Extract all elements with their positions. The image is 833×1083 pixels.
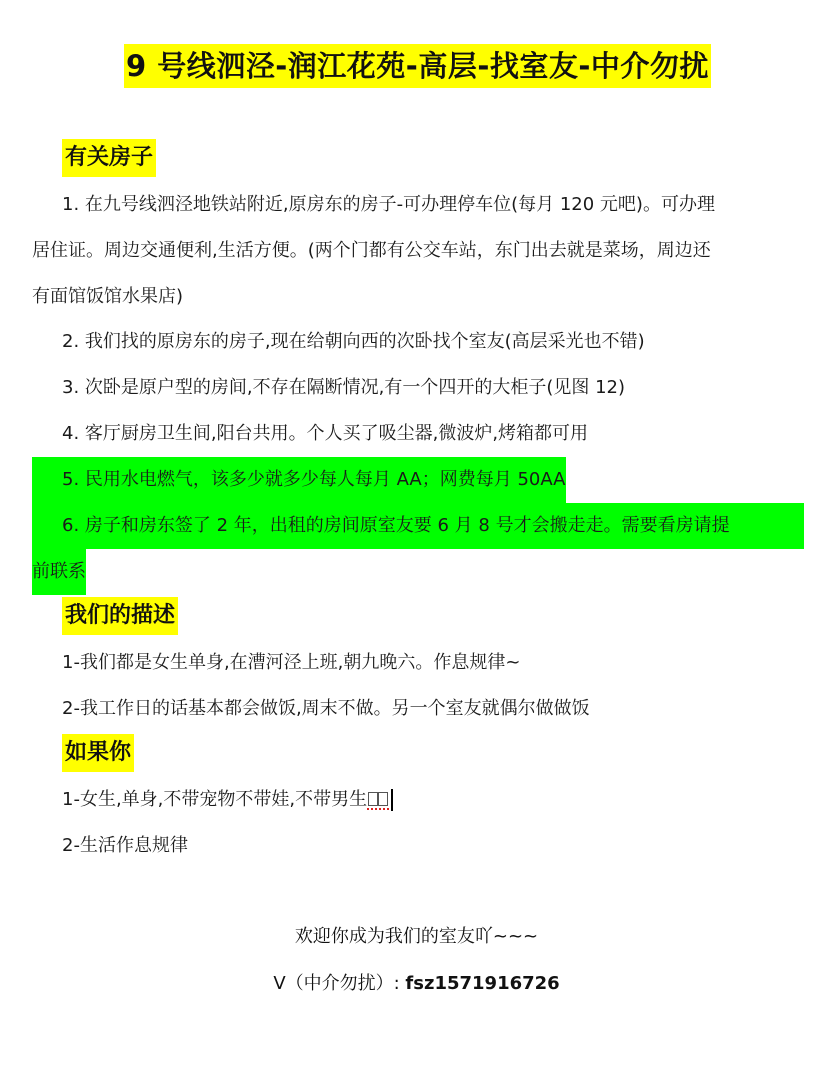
house-item-1 bbox=[32, 182, 804, 320]
contact-line bbox=[0, 970, 833, 998]
house-item-3 bbox=[32, 365, 804, 411]
spellcheck-mark-icon bbox=[367, 790, 389, 810]
you-item-1-text: 1-女生,单身,不带宠物不带娃,不带男生 bbox=[62, 789, 368, 810]
house-item-5-line-1: 5. 民用水电燃气，该多少就多少每人每月 AA；网费每月 50AA bbox=[32, 457, 566, 503]
house-item-1-line-1: 1. 在九号线泗泾地铁站附近,原房东的房子-可办理停车位(每月 120 元吧)。可办理 bbox=[62, 194, 715, 215]
contact-id: fsz1571916726 bbox=[405, 973, 560, 994]
heading-our-description: 我们的描述 bbox=[62, 597, 178, 635]
contact-prefix: V（中介勿扰）: bbox=[273, 973, 406, 994]
house-item-2 bbox=[32, 319, 804, 365]
house-item-6 bbox=[32, 503, 804, 595]
document-title: 9 号线泗泾-润江花苑-高层-找室友-中介勿扰 bbox=[124, 44, 711, 88]
house-item-6-line-1: 6. 房子和房东签了 2 年，出租的房间原室友要 6 月 8 号才会搬走走。需要看房请提 bbox=[32, 503, 804, 549]
you-item-1 bbox=[32, 777, 804, 823]
text-cursor bbox=[391, 789, 393, 811]
you-item-2 bbox=[32, 823, 804, 869]
house-item-3-line-1: 3. 次卧是原户型的房间,不存在隔断情况,有一个四开的大柜子(见图 12) bbox=[62, 377, 626, 398]
us-item-2 bbox=[32, 686, 804, 732]
house-item-1-line-2: 居住证。周边交通便利,生活方便。(两个门都有公交车站，东门出去就是菜场，周边还 bbox=[32, 240, 711, 261]
welcome-line: 欢迎你成为我们的室友吖~~~ bbox=[294, 926, 539, 947]
house-item-4-line-1: 4. 客厅厨房卫生间,阳台共用。个人买了吸尘器,微波炉,烤箱都可用 bbox=[62, 423, 589, 444]
heading-if-you: 如果你 bbox=[62, 734, 134, 772]
us-item-2-text: 2-我工作日的话基本都会做饭,周末不做。另一个室友就偶尔做做饭 bbox=[62, 698, 590, 719]
house-item-4 bbox=[32, 411, 804, 457]
house-item-6-line-2: 前联系 bbox=[32, 549, 86, 595]
you-item-2-text: 2-生活作息规律 bbox=[62, 835, 188, 856]
house-item-1-line-3: 有面馆饭馆水果店) bbox=[32, 286, 184, 307]
us-item-1-text: 1-我们都是女生单身,在漕河泾上班,朝九晚六。作息规律~ bbox=[62, 652, 521, 673]
heading-about-house: 有关房子 bbox=[62, 139, 156, 177]
us-item-1 bbox=[32, 640, 804, 686]
house-item-2-line-1: 2. 我们找的原房东的房子,现在给朝向西的次卧找个室友(高层采光也不错) bbox=[62, 331, 645, 352]
house-item-5 bbox=[32, 457, 804, 503]
